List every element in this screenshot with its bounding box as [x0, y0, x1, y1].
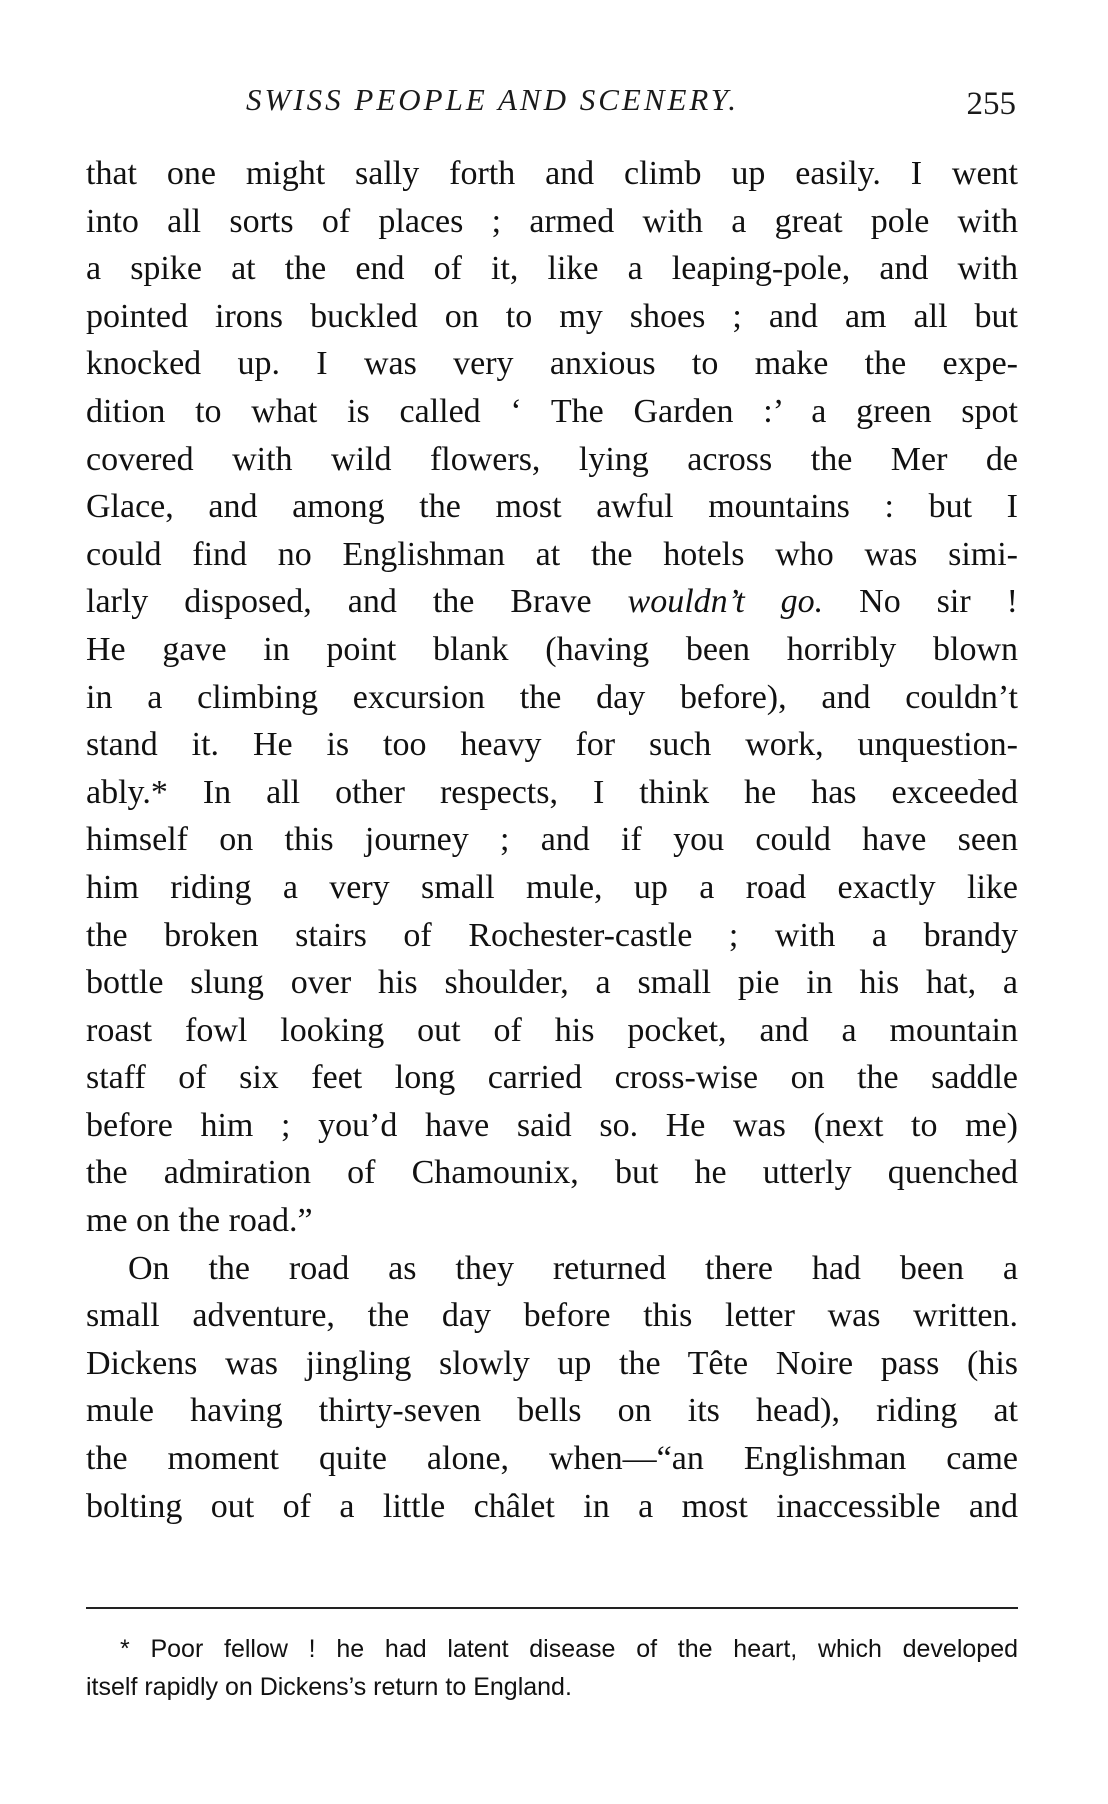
body-text	[86, 150, 1018, 1530]
text-line: staff of six feet long carried cross-wise on the saddle	[86, 1059, 1018, 1097]
text-line: in a climbing excursion the day before), and couldn’t	[86, 678, 1018, 716]
text-line: covered with wild flowers, lying across the Mer de	[86, 440, 1018, 478]
text-line: could find no Englishman at the hotels who was simi-	[86, 535, 1018, 573]
text-line: into all sorts of places ; armed with a great pole with	[86, 202, 1018, 240]
text-line: the broken stairs of Rochester-castle ; with a brandy	[86, 916, 1018, 954]
running-head	[86, 82, 1016, 126]
text-line: himself on this journey ; and if you could have seen	[86, 821, 1018, 859]
text-line: Glace, and among the most awful mountains : but I	[86, 488, 1018, 526]
text-line: mule having thirty-seven bells on its head), riding at	[86, 1392, 1018, 1430]
text-line: dition to what is called ‘ The Garden :’ a green spot	[86, 392, 1018, 430]
footnote-line: itself rapidly on Dickens’s return to England.	[86, 1673, 572, 1701]
text-line: bolting out of a little châlet in a most inaccessible and	[86, 1487, 1018, 1525]
text-line: bottle slung over his shoulder, a small pie in his hat, a	[86, 964, 1018, 1002]
page-number: 255	[966, 86, 1016, 122]
footnote	[86, 1630, 1018, 1706]
text-line: before him ; you’d have said so. He was (next to me)	[86, 1106, 1018, 1144]
text-line: roast fowl looking out of his pocket, and a mountain	[86, 1011, 1018, 1049]
footnote-line: * Poor fellow ! he had latent disease of the heart, which developed	[120, 1635, 1018, 1663]
text-line: a spike at the end of it, like a leaping-pole, and with	[86, 250, 1018, 288]
text-line: the moment quite alone, when—“an Englishman came	[86, 1440, 1018, 1478]
text-line-with-italic	[86, 578, 1018, 626]
text-segment: larly disposed, and the Brave	[86, 583, 592, 621]
italic-phrase: wouldn’t go.	[627, 583, 824, 621]
running-title: SWISS PEOPLE AND SCENERY.	[246, 82, 739, 117]
text-line: He gave in point blank (having been horribly blown	[86, 630, 1018, 668]
text-line: him riding a very small mule, up a road exactly like	[86, 868, 1018, 906]
paragraph-start-line: On the road as they returned there had been a	[128, 1249, 1018, 1287]
text-line: that one might sally forth and climb up easily. I went	[86, 155, 1018, 192]
text-line: knocked up. I was very anxious to make the expe-	[86, 345, 1018, 383]
text-line: small adventure, the day before this letter was written.	[86, 1297, 1018, 1335]
text-line: stand it. He is too heavy for such work, unquestion-	[86, 726, 1018, 764]
footnote-rule	[86, 1607, 1018, 1609]
text-line: Dickens was jingling slowly up the Tête Noire pass (his	[86, 1344, 1018, 1382]
text-line: the admiration of Chamounix, but he utterly quenched	[86, 1154, 1018, 1192]
text-segment: No sir !	[823, 583, 1018, 621]
paragraph-end-line: me on the road.”	[86, 1202, 313, 1240]
text-line: pointed irons buckled on to my shoes ; and am all but	[86, 297, 1018, 335]
text-line: ably.* In all other respects, I think he has exceeded	[86, 773, 1018, 811]
